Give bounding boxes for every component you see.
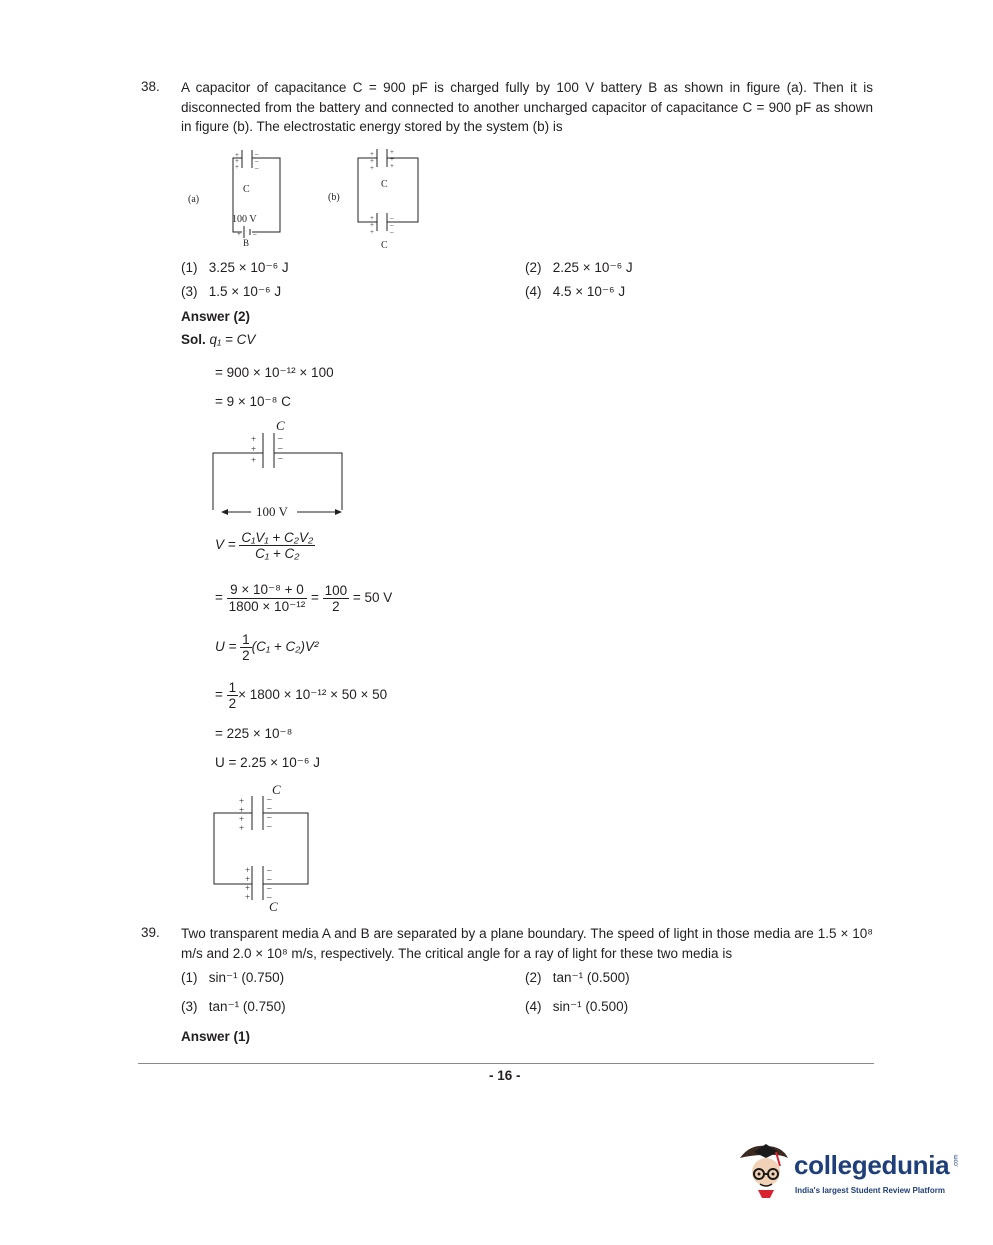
option-number: (2) [525, 260, 542, 275]
svg-text:–: – [255, 150, 259, 158]
q39-answer: Answer (1) [181, 1029, 251, 1044]
svg-text:+: + [235, 151, 239, 159]
question-38-figure [180, 140, 440, 252]
formula-energy [215, 632, 318, 663]
footer-divider [138, 1063, 874, 1064]
v-numerator: C₁V₁ + C₂V₂ [241, 530, 314, 545]
formula-common-potential-value: = $\frac{\text{9 × 10⁻⁸ + 0}}{\text{1800 × 10⁻¹²}}$ = $\frac{100}{2}$ = 50 V [215, 582, 393, 614]
q39-option-4 [525, 997, 628, 1017]
sol-label: Sol. [181, 332, 206, 347]
arrow-right-icon [335, 509, 342, 515]
option-text: 3.25 × 10⁻⁶ J [208, 260, 289, 275]
svg-text:+: + [390, 162, 394, 170]
final-circuit-capacitor-bottom-label: C [269, 899, 278, 914]
v-denominator: C₁ + C₂ [255, 546, 300, 561]
figure-a-capacitor-label: C [243, 184, 250, 195]
option-text: tan⁻¹ (0.750) [208, 999, 286, 1014]
option-text: 4.5 × 10⁻⁶ J [552, 284, 626, 299]
q39-option-1 [181, 968, 284, 988]
solution-circuit-shared [205, 780, 325, 915]
svg-text:+: + [239, 805, 245, 815]
formula-common-potential [215, 530, 315, 561]
option-number: (1) [181, 970, 198, 985]
option-number: (3) [181, 999, 198, 1014]
svg-text:–: – [390, 214, 394, 222]
half-denominator: 2 [242, 648, 250, 663]
figure-a-battery-label: B [243, 238, 250, 248]
svg-text:–: – [267, 883, 272, 893]
svg-text:+: + [251, 455, 257, 465]
svg-text:+: + [390, 148, 394, 156]
svg-text:+: + [370, 228, 374, 236]
svg-text:–: – [255, 164, 259, 172]
sol-q1-equation: q₁ = CV [209, 332, 256, 347]
q39-option-2 [525, 968, 630, 988]
collegedunia-logo [736, 1140, 966, 1200]
svg-text:+: + [237, 230, 241, 238]
brand-tagline: India's largest Student Review Platform [795, 1186, 945, 1195]
figure-b-label: (b) [328, 192, 340, 203]
svg-text:+: + [245, 874, 251, 884]
option-text: sin⁻¹ (0.500) [552, 999, 629, 1014]
figure-a-label: (a) [188, 194, 200, 205]
f2-numerator: 100 [324, 583, 348, 598]
option-number: (2) [525, 970, 542, 985]
question-38-number: 38. [141, 79, 160, 94]
solution-step1: = 900 × 10⁻¹² × 100 [215, 365, 334, 380]
formula-energy-step: = 225 × 10⁻⁸ [215, 726, 293, 741]
svg-text:+: + [390, 155, 394, 163]
svg-text:–: – [255, 157, 259, 165]
q38-option-1 [181, 258, 289, 278]
half-numerator: 1 [228, 680, 237, 695]
question-39-text: Two transparent media A and B are separated by a plane boundary. The speed of light in those media are 1.5 × 10⁸ m/s and 2.0 × 10⁸ m/s, respectively. The critical angle for a ray of light for these two media is [181, 926, 873, 961]
svg-text:–: – [278, 433, 283, 443]
svg-text:+: + [239, 796, 245, 806]
q38-option-4 [525, 282, 625, 302]
question-39-number: 39. [141, 925, 160, 940]
sol-circuit-voltage: 100 V [256, 504, 288, 519]
solution-q1 [181, 332, 255, 347]
figure-a-battery-voltage: 100 V [232, 214, 257, 225]
svg-text:+: + [370, 214, 374, 222]
option-number: (1) [181, 260, 198, 275]
svg-text:+: + [235, 163, 239, 171]
svg-text:+: + [251, 434, 257, 444]
option-number: (4) [525, 999, 542, 1014]
svg-text:+: + [251, 444, 257, 454]
svg-text:–: – [267, 794, 272, 804]
f2-denominator: 2 [332, 599, 340, 614]
arrow-left-icon [221, 509, 228, 515]
svg-text:–: – [267, 892, 272, 902]
svg-text:–: – [278, 453, 283, 463]
mascot-icon [736, 1140, 794, 1200]
option-number: (4) [525, 284, 542, 299]
svg-text:+: + [235, 157, 239, 165]
q38-option-3 [181, 282, 281, 302]
svg-text:–: – [267, 812, 272, 822]
svg-text:–: – [267, 803, 272, 813]
u-substitution: × 1800 × 10⁻¹² × 50 × 50 [238, 687, 388, 703]
svg-text:–: – [267, 821, 272, 831]
half-denominator: 2 [228, 696, 237, 711]
u-rhs: (C₁ + C₂)V² [251, 639, 319, 655]
f1-numerator: 9 × 10⁻⁸ + 0 [227, 582, 308, 599]
option-number: (3) [181, 284, 198, 299]
svg-text:–: – [390, 221, 394, 229]
brand-suffix: .com [953, 1154, 960, 1168]
formula-energy-final: U = 2.25 × 10⁻⁶ J [215, 755, 320, 770]
svg-text:+: + [370, 157, 374, 165]
svg-text:–: – [267, 874, 272, 884]
svg-text:+: + [370, 164, 374, 172]
q39-option-3 [181, 997, 286, 1017]
option-text: sin⁻¹ (0.750) [208, 970, 285, 985]
svg-text:–: – [278, 443, 283, 453]
svg-text:+: + [239, 823, 245, 833]
half-numerator: 1 [242, 632, 250, 647]
svg-text:+: + [239, 814, 245, 824]
formula-energy-substitution: = $\frac{1}{2}$ × 1800 × 10⁻¹² × 50 × 50 [215, 680, 388, 711]
svg-text:+: + [245, 883, 251, 893]
final-circuit-capacitor-top-label: C [272, 782, 281, 797]
sol-circuit-capacitor-label: C [276, 418, 285, 433]
brand-name: collegedunia [794, 1150, 950, 1180]
svg-text:+: + [370, 221, 374, 229]
figure-b-capacitor-top-label: C [381, 179, 388, 190]
svg-text:–: – [253, 230, 257, 238]
option-text: 1.5 × 10⁻⁶ J [208, 284, 282, 299]
question-38-text: A capacitor of capacitance C = 900 pF is charged fully by 100 V battery B as shown in figure (a). Then it is disconnected from the battery and connected to another uncharged capacitor of capacitance C = 900 pF as shown in figure (b). The electrostatic energy stored by the system (b) is [181, 80, 873, 134]
option-text: tan⁻¹ (0.500) [552, 970, 630, 985]
v-lhs: V = [215, 537, 236, 553]
option-text: 2.25 × 10⁻⁶ J [552, 260, 633, 275]
svg-text:+: + [245, 865, 251, 875]
solution-circuit-charging [205, 415, 355, 525]
q38-answer: Answer (2) [181, 309, 251, 324]
u-lhs: U = [215, 639, 237, 655]
v-result: = 50 V [352, 590, 393, 606]
q38-option-2 [525, 258, 633, 278]
f1-denominator: 1800 × 10⁻¹² [228, 599, 306, 614]
page-number: - 16 - [489, 1068, 521, 1083]
svg-text:+: + [370, 150, 374, 158]
svg-text:–: – [267, 865, 272, 875]
solution-step2: = 9 × 10⁻⁸ C [215, 394, 291, 409]
svg-text:–: – [390, 228, 394, 236]
figure-b-capacitor-bottom-label: C [381, 240, 388, 251]
svg-text:+: + [245, 892, 251, 902]
